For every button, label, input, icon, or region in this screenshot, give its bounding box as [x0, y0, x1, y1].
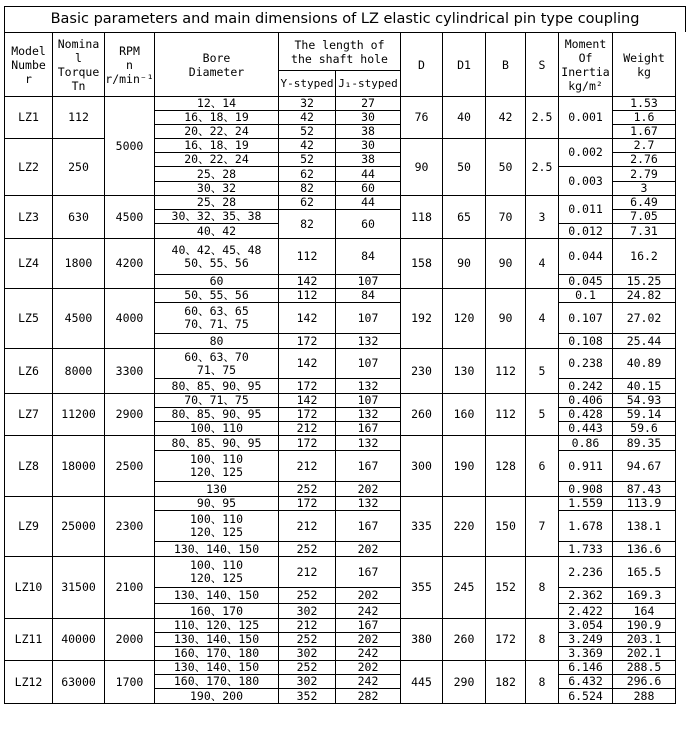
bore-cell: 190、200: [155, 689, 279, 704]
d-cell: 300: [401, 436, 443, 497]
s-cell: 8: [526, 619, 559, 661]
header-torque: Nomina l Torque Tn: [53, 33, 105, 97]
j1-length-cell: 202: [336, 661, 401, 675]
inertia-cell: 0.045: [559, 275, 613, 289]
bore-cell: 80、85、90、95: [155, 408, 279, 422]
table-row: [5, 394, 676, 408]
inertia-cell: 0.1: [559, 289, 613, 303]
header-d: D: [401, 33, 443, 97]
weight-cell: 94.67: [613, 451, 676, 482]
b-cell: 182: [486, 661, 526, 704]
d1-cell: 290: [443, 661, 486, 704]
bore-cell: 40、42、45、48 50、55、56: [155, 239, 279, 275]
y-length-cell: 172: [279, 497, 336, 511]
d1-cell: 190: [443, 436, 486, 497]
inertia-cell: 0.044: [559, 239, 613, 275]
header-inertia: Moment Of Inertia kg/m²: [559, 33, 613, 97]
inertia-cell: 0.108: [559, 334, 613, 349]
weight-cell: 7.05: [613, 210, 676, 224]
d-cell: 230: [401, 349, 443, 394]
d-cell: 260: [401, 394, 443, 436]
weight-cell: 24.82: [613, 289, 676, 303]
inertia-cell: 0.443: [559, 422, 613, 436]
model-cell: LZ9: [5, 497, 53, 557]
s-cell: 2.5: [526, 97, 559, 139]
weight-cell: 3: [613, 182, 676, 196]
bore-cell: 50、55、56: [155, 289, 279, 303]
s-cell: 5: [526, 394, 559, 436]
y-length-cell: 52: [279, 125, 336, 139]
weight-cell: 89.35: [613, 436, 676, 451]
j1-length-cell: 132: [336, 379, 401, 394]
rpm-cell: 2300: [105, 497, 155, 557]
table-row: [5, 619, 676, 633]
j1-length-cell: 44: [336, 196, 401, 210]
rpm-cell: 4000: [105, 289, 155, 349]
model-cell: LZ6: [5, 349, 53, 394]
weight-cell: 113.9: [613, 497, 676, 511]
d1-cell: 90: [443, 239, 486, 289]
header-s: S: [526, 33, 559, 97]
s-cell: 5: [526, 349, 559, 394]
table-row: [5, 497, 676, 511]
j1-length-cell: 202: [336, 482, 401, 497]
y-length-cell: 172: [279, 408, 336, 422]
rpm-cell: 2000: [105, 619, 155, 661]
j1-length-cell: 242: [336, 647, 401, 661]
table-row: [5, 97, 676, 111]
header-rpm: RPM n r/min⁻¹: [105, 33, 155, 97]
y-length-cell: 112: [279, 289, 336, 303]
rpm-cell: 4200: [105, 239, 155, 289]
j1-length-cell: 167: [336, 511, 401, 542]
torque-cell: 250: [53, 139, 105, 196]
y-length-cell: 142: [279, 303, 336, 334]
y-length-cell: 52: [279, 153, 336, 167]
weight-cell: 54.93: [613, 394, 676, 408]
weight-cell: 1.67: [613, 125, 676, 139]
b-cell: 172: [486, 619, 526, 661]
torque-cell: 63000: [53, 661, 105, 704]
model-cell: LZ11: [5, 619, 53, 661]
header-y-styped: Y-styped: [279, 71, 336, 97]
inertia-cell: 0.003: [559, 167, 613, 196]
b-cell: 112: [486, 349, 526, 394]
rpm-cell: 3300: [105, 349, 155, 394]
b-cell: 70: [486, 196, 526, 239]
j1-length-cell: 202: [336, 588, 401, 604]
d1-cell: 40: [443, 97, 486, 139]
table-row: [5, 557, 676, 588]
weight-cell: 2.79: [613, 167, 676, 182]
inertia-cell: 0.428: [559, 408, 613, 422]
j1-length-cell: 167: [336, 422, 401, 436]
j1-length-cell: 202: [336, 633, 401, 647]
bore-cell: 70、71、75: [155, 394, 279, 408]
bore-cell: 30、32: [155, 182, 279, 196]
weight-cell: 165.5: [613, 557, 676, 588]
model-cell: LZ2: [5, 139, 53, 196]
bore-cell: 60、63、65 70、71、75: [155, 303, 279, 334]
table-row: [5, 661, 676, 675]
weight-cell: 16.2: [613, 239, 676, 275]
y-length-cell: 252: [279, 542, 336, 557]
j1-length-cell: 107: [336, 394, 401, 408]
weight-cell: 87.43: [613, 482, 676, 497]
torque-cell: 4500: [53, 289, 105, 349]
model-cell: LZ10: [5, 557, 53, 619]
y-length-cell: 112: [279, 239, 336, 275]
inertia-cell: 0.86: [559, 436, 613, 451]
j1-length-cell: 167: [336, 619, 401, 633]
b-cell: 150: [486, 497, 526, 557]
torque-cell: 630: [53, 196, 105, 239]
rpm-cell: 1700: [105, 661, 155, 704]
j1-length-cell: 84: [336, 289, 401, 303]
bore-cell: 130、140、150: [155, 588, 279, 604]
bore-cell: 80、85、90、95: [155, 379, 279, 394]
d1-cell: 65: [443, 196, 486, 239]
j1-length-cell: 167: [336, 451, 401, 482]
header-d1: D1: [443, 33, 486, 97]
s-cell: 4: [526, 239, 559, 289]
table-title: Basic parameters and main dimensions of LZ elastic cylindrical pin type coupling: [4, 6, 686, 32]
y-length-cell: 32: [279, 97, 336, 111]
weight-cell: 138.1: [613, 511, 676, 542]
s-cell: 2.5: [526, 139, 559, 196]
bore-cell: 130: [155, 482, 279, 497]
bore-cell: 16、18、19: [155, 111, 279, 125]
y-length-cell: 82: [279, 182, 336, 196]
inertia-cell: 6.524: [559, 689, 613, 704]
header-bore: Bore Diameter: [155, 33, 279, 97]
weight-cell: 2.7: [613, 139, 676, 153]
s-cell: 4: [526, 289, 559, 349]
weight-cell: 2.76: [613, 153, 676, 167]
inertia-cell: 2.236: [559, 557, 613, 588]
weight-cell: 169.3: [613, 588, 676, 604]
inertia-cell: 6.432: [559, 675, 613, 689]
bore-cell: 20、22、24: [155, 125, 279, 139]
weight-cell: 25.44: [613, 334, 676, 349]
y-length-cell: 212: [279, 619, 336, 633]
d1-cell: 160: [443, 394, 486, 436]
inertia-cell: 3.054: [559, 619, 613, 633]
weight-cell: 15.25: [613, 275, 676, 289]
bore-cell: 160、170: [155, 604, 279, 619]
s-cell: 7: [526, 497, 559, 557]
d-cell: 355: [401, 557, 443, 619]
y-length-cell: 42: [279, 139, 336, 153]
inertia-cell: 3.369: [559, 647, 613, 661]
model-cell: LZ3: [5, 196, 53, 239]
y-length-cell: 252: [279, 588, 336, 604]
b-cell: 90: [486, 239, 526, 289]
y-length-cell: 212: [279, 557, 336, 588]
d1-cell: 245: [443, 557, 486, 619]
b-cell: 112: [486, 394, 526, 436]
weight-cell: 59.6: [613, 422, 676, 436]
model-cell: LZ12: [5, 661, 53, 704]
y-length-cell: 62: [279, 167, 336, 182]
j1-length-cell: 202: [336, 542, 401, 557]
bore-cell: 25、28: [155, 167, 279, 182]
b-cell: 128: [486, 436, 526, 497]
rpm-cell: 2900: [105, 394, 155, 436]
b-cell: 152: [486, 557, 526, 619]
bore-cell: 130、140、150: [155, 542, 279, 557]
d-cell: 192: [401, 289, 443, 349]
inertia-cell: 0.001: [559, 97, 613, 139]
weight-cell: 296.6: [613, 675, 676, 689]
d1-cell: 130: [443, 349, 486, 394]
d1-cell: 220: [443, 497, 486, 557]
header-shaft-length: The length of the shaft hole: [279, 33, 401, 71]
weight-cell: 1.6: [613, 111, 676, 125]
bore-cell: 20、22、24: [155, 153, 279, 167]
weight-cell: 288: [613, 689, 676, 704]
torque-cell: 40000: [53, 619, 105, 661]
table-row: [5, 349, 676, 379]
d-cell: 335: [401, 497, 443, 557]
inertia-cell: 1.678: [559, 511, 613, 542]
model-cell: LZ1: [5, 97, 53, 139]
bore-cell: 110、120、125: [155, 619, 279, 633]
y-length-cell: 352: [279, 689, 336, 704]
header-weight: Weight kg: [613, 33, 676, 97]
s-cell: 6: [526, 436, 559, 497]
j1-length-cell: 60: [336, 210, 401, 239]
j1-length-cell: 30: [336, 139, 401, 153]
bore-cell: 16、18、19: [155, 139, 279, 153]
weight-cell: 40.89: [613, 349, 676, 379]
b-cell: 42: [486, 97, 526, 139]
y-length-cell: 252: [279, 661, 336, 675]
model-cell: LZ4: [5, 239, 53, 289]
weight-cell: 288.5: [613, 661, 676, 675]
j1-length-cell: 107: [336, 349, 401, 379]
weight-cell: 203.1: [613, 633, 676, 647]
y-length-cell: 42: [279, 111, 336, 125]
header-b: B: [486, 33, 526, 97]
weight-cell: 27.02: [613, 303, 676, 334]
y-length-cell: 302: [279, 604, 336, 619]
weight-cell: 164: [613, 604, 676, 619]
y-length-cell: 82: [279, 210, 336, 239]
torque-cell: 31500: [53, 557, 105, 619]
y-length-cell: 212: [279, 511, 336, 542]
weight-cell: 136.6: [613, 542, 676, 557]
y-length-cell: 142: [279, 394, 336, 408]
coupling-table: [4, 32, 676, 704]
bore-cell: 30、32、35、38: [155, 210, 279, 224]
weight-cell: 1.53: [613, 97, 676, 111]
y-length-cell: 142: [279, 349, 336, 379]
s-cell: 3: [526, 196, 559, 239]
y-length-cell: 172: [279, 436, 336, 451]
y-length-cell: 302: [279, 647, 336, 661]
rpm-cell: 4500: [105, 196, 155, 239]
torque-cell: 8000: [53, 349, 105, 394]
bore-cell: 80: [155, 334, 279, 349]
j1-length-cell: 30: [336, 111, 401, 125]
j1-length-cell: 282: [336, 689, 401, 704]
y-length-cell: 172: [279, 379, 336, 394]
torque-cell: 112: [53, 97, 105, 139]
inertia-cell: 0.908: [559, 482, 613, 497]
table-row: [5, 239, 676, 275]
bore-cell: 60、63、70 71、75: [155, 349, 279, 379]
d1-cell: 50: [443, 139, 486, 196]
rpm-cell: 5000: [105, 97, 155, 196]
inertia-cell: 2.422: [559, 604, 613, 619]
bore-cell: 90、95: [155, 497, 279, 511]
bore-cell: 100、110 120、125: [155, 557, 279, 588]
rpm-cell: 2100: [105, 557, 155, 619]
inertia-cell: 0.002: [559, 139, 613, 167]
j1-length-cell: 132: [336, 436, 401, 451]
header-j1-styped: J₁-styped: [336, 71, 401, 97]
y-length-cell: 142: [279, 275, 336, 289]
j1-length-cell: 107: [336, 275, 401, 289]
j1-length-cell: 132: [336, 334, 401, 349]
table-row: [5, 196, 676, 210]
weight-cell: 190.9: [613, 619, 676, 633]
bore-cell: 40、42: [155, 224, 279, 239]
inertia-cell: 0.012: [559, 224, 613, 239]
j1-length-cell: 27: [336, 97, 401, 111]
torque-cell: 18000: [53, 436, 105, 497]
header-model: Model Numbe r: [5, 33, 53, 97]
d-cell: 445: [401, 661, 443, 704]
b-cell: 50: [486, 139, 526, 196]
weight-cell: 59.14: [613, 408, 676, 422]
inertia-cell: 1.733: [559, 542, 613, 557]
inertia-cell: 0.238: [559, 349, 613, 379]
weight-cell: 202.1: [613, 647, 676, 661]
j1-length-cell: 84: [336, 239, 401, 275]
j1-length-cell: 44: [336, 167, 401, 182]
b-cell: 90: [486, 289, 526, 349]
d-cell: 90: [401, 139, 443, 196]
bore-cell: 100、110: [155, 422, 279, 436]
j1-length-cell: 242: [336, 675, 401, 689]
table-row: [5, 289, 676, 303]
y-length-cell: 172: [279, 334, 336, 349]
s-cell: 8: [526, 557, 559, 619]
bore-cell: 100、110 120、125: [155, 451, 279, 482]
inertia-cell: 0.911: [559, 451, 613, 482]
j1-length-cell: 38: [336, 125, 401, 139]
d-cell: 158: [401, 239, 443, 289]
torque-cell: 1800: [53, 239, 105, 289]
bore-cell: 100、110 120、125: [155, 511, 279, 542]
bore-cell: 60: [155, 275, 279, 289]
y-length-cell: 302: [279, 675, 336, 689]
weight-cell: 6.49: [613, 196, 676, 210]
inertia-cell: 1.559: [559, 497, 613, 511]
model-cell: LZ8: [5, 436, 53, 497]
weight-cell: 40.15: [613, 379, 676, 394]
inertia-cell: 0.242: [559, 379, 613, 394]
y-length-cell: 252: [279, 482, 336, 497]
y-length-cell: 252: [279, 633, 336, 647]
inertia-cell: 2.362: [559, 588, 613, 604]
model-cell: LZ5: [5, 289, 53, 349]
inertia-cell: 0.406: [559, 394, 613, 408]
d-cell: 380: [401, 619, 443, 661]
inertia-cell: 0.107: [559, 303, 613, 334]
d-cell: 118: [401, 196, 443, 239]
bore-cell: 25、28: [155, 196, 279, 210]
j1-length-cell: 107: [336, 303, 401, 334]
weight-cell: 7.31: [613, 224, 676, 239]
j1-length-cell: 167: [336, 557, 401, 588]
torque-cell: 25000: [53, 497, 105, 557]
j1-length-cell: 60: [336, 182, 401, 196]
bore-cell: 130、140、150: [155, 633, 279, 647]
bore-cell: 130、140、150: [155, 661, 279, 675]
d1-cell: 260: [443, 619, 486, 661]
y-length-cell: 212: [279, 422, 336, 436]
y-length-cell: 62: [279, 196, 336, 210]
bore-cell: 12、14: [155, 97, 279, 111]
inertia-cell: 3.249: [559, 633, 613, 647]
j1-length-cell: 38: [336, 153, 401, 167]
model-cell: LZ7: [5, 394, 53, 436]
inertia-cell: 0.011: [559, 196, 613, 224]
j1-length-cell: 132: [336, 497, 401, 511]
s-cell: 8: [526, 661, 559, 704]
table-row: [5, 436, 676, 451]
bore-cell: 160、170、180: [155, 675, 279, 689]
bore-cell: 160、170、180: [155, 647, 279, 661]
d1-cell: 120: [443, 289, 486, 349]
torque-cell: 11200: [53, 394, 105, 436]
inertia-cell: 6.146: [559, 661, 613, 675]
j1-length-cell: 242: [336, 604, 401, 619]
rpm-cell: 2500: [105, 436, 155, 497]
bore-cell: 80、85、90、95: [155, 436, 279, 451]
j1-length-cell: 132: [336, 408, 401, 422]
d-cell: 76: [401, 97, 443, 139]
y-length-cell: 212: [279, 451, 336, 482]
